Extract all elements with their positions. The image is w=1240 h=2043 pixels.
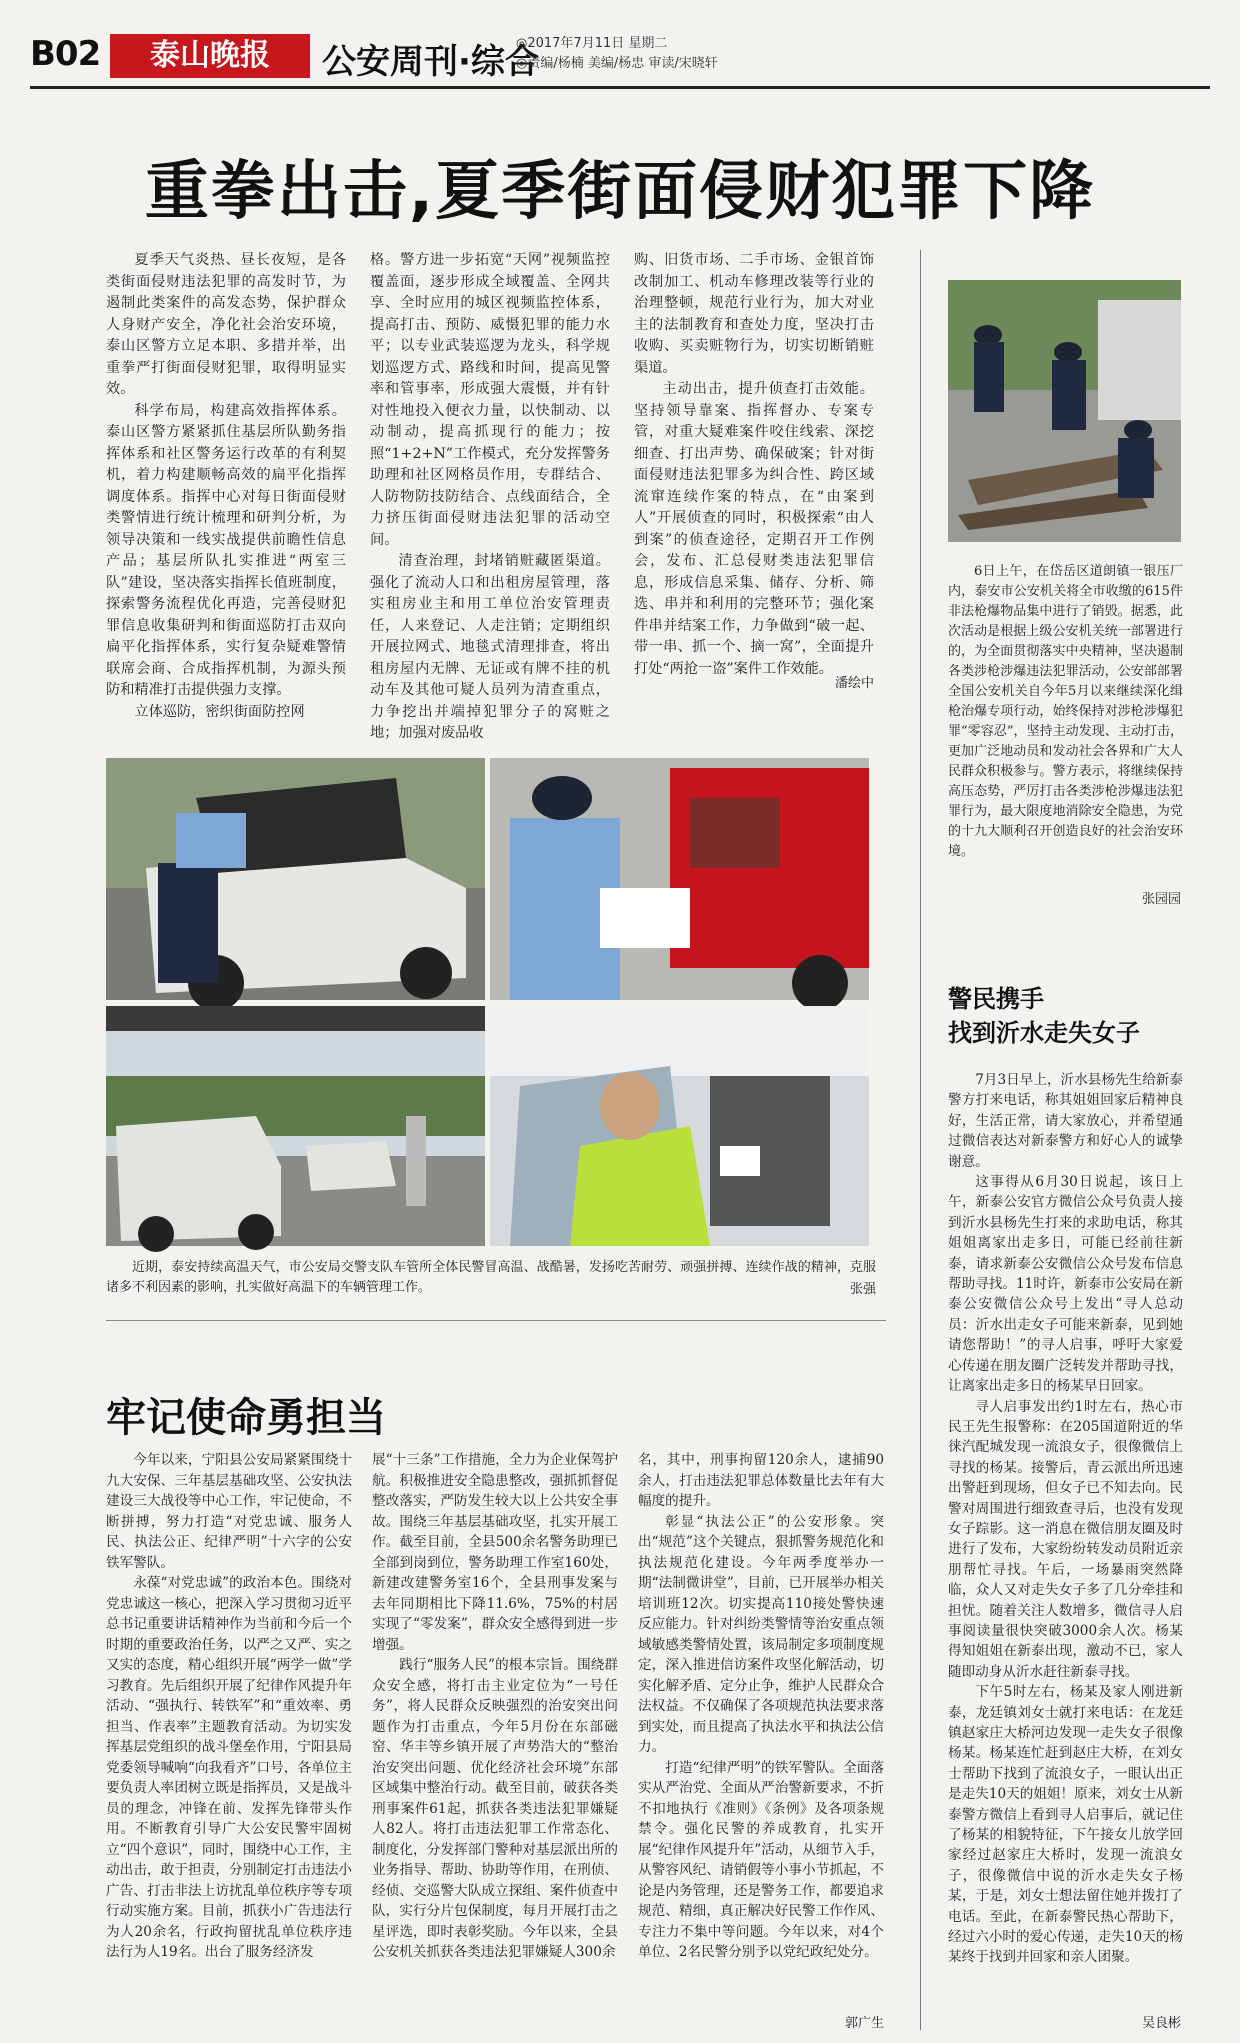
weapons-caption (948, 562, 1183, 902)
lead-paragraph: 格。警方进一步拓宽“天网”视频监控覆盖面，逐步形成全域覆盖、全网共享、全时应用的城区视频监控体系，提高打击、预防、威慑犯罪的能力水平；以专业武装巡逻为龙头，科学规划巡逻方式、路线和时间，提高见警率和管事率，形成强大震慑，并有针对性地投入便衣力量，以快制动、以动制动，提高抓现行的能力；按照“1+2+N”工作模式，充分发挥警务助理和社区网格员作用，专群结合、人防物防技防结合、点线面结合，全力挤压街面侵财违法犯罪的活动空间。 (370, 252, 610, 548)
lead-paragraph: 夏季天气炎热、昼长夜短，是各类街面侵财违法犯罪的高发时节，为遏制此类案件的高发态势，保护群众人身财产安全，净化社会治安环境，泰山区警方立足本职、多措并举，出重拳严打街面侵财犯罪，取得明显实效。 (106, 252, 346, 397)
lead-paragraph: 科学布局，构建高效指挥体系。泰山区警方紧紧抓住基层所队勤务指挥体系和社区警务运行改革的有利契机，着力构建顺畅高效的扁平化指挥调度体系。指挥中心对每日街面侵财类警情进行统计梳理和研判分析，为领导决策和一线实战提供前瞻性信息产品；基层所队扎实推进“两室三队”建设，坚决落实指挥长值班制度，探索警务流程优化再造，完善侵财犯罪信息收集研判和街面巡防打击双向扁平化指挥体系，实行复杂疑难警情联席会商、合成指挥机制，为源头预防和精准打击提供强力支撑。 (106, 402, 346, 698)
car-interior-photo (490, 1006, 869, 1246)
lead-paragraph: 购、旧货市场、二手市场、金银首饰改制加工、机动车修理改装等行业的治理整顿，规范行业行为，加大对业主的法制教育和查处力度，坚决打击收购、买卖赃物行为，切实切断销赃渠道。 (634, 252, 874, 376)
bottom-paragraph: 践行“服务人民”的根本宗旨。围绕群众安全感，将打击主业定位为“一号任务”，将人民群众反映强烈的治安突出问题作为打击重点，今年5月份在东部磁窑、华丰等乡镇开展了声势浩大的“整治治安突出问题、优化经济社会环境”东部区域集中整治行动。截至目前，破获各类刑事案件61起，抓获各类违法犯罪嫌疑人82人。将打击违法犯罪工作常态化、制度化，分发挥部门警种对基层派出所的业务指导、帮助、协助等作用，在刑侦、经侦、交巡警大队成立探组、案件侦查中队，实行分片包保制度，每月开展打击之星评选，即时表彰奖励。今年以来，全县公安机关抓获各类违法犯罪嫌疑人300余 (372, 1657, 618, 1960)
weapons-destruction-photo (948, 280, 1181, 542)
lead-col-3 (634, 250, 874, 677)
bottom-col-3 (638, 1450, 884, 2010)
column-divider (920, 250, 921, 2030)
newspaper-logo: 泰山晚报 (110, 34, 310, 78)
date-line: ◎2017年7月11日 星期二 (516, 36, 668, 51)
masthead-rule (30, 86, 1210, 89)
side-story-headline (948, 982, 1183, 1050)
section-name: 公安周刊·综合 (322, 42, 539, 82)
side-headline-line-1: 警民携手 (948, 985, 1044, 1013)
side-byline: 吴良彬 (1141, 2016, 1181, 2031)
red-truck-photo (490, 758, 869, 1000)
side-paragraph: 这事得从6月30日说起，该日上午，新泰公安官方微信公众号负责人接到沂水县杨先生打来的求助电话，称其姐姐离家出走多日，可能已经前往新泰，请求新泰公安微信公众号发布信息帮助寻找。11时许，新泰市公安局在新泰公安微信公众号上发出“寻人总动员：沂水出走女子可能来新泰，见到她请您帮助！”的寻人启事，呼吁大家爱心传递在朋友圈广泛转发并帮助寻找，让离家出走多日的杨某早日回家。 (948, 1174, 1183, 1395)
lead-col-2 (370, 250, 610, 741)
photo-grid-byline: 张强 (849, 1282, 876, 1297)
header-meta (516, 34, 718, 74)
side-paragraph: 寻人启事发出约1时左右，热心市民王先生报警称：在205国道附近的华徕汽配城发现一流浪女子，很像微信上寻找的杨某。接警后，青云派出所迅速出警赶到现场，但女子已不知去向。民警对周围进行细致查寻后，也没有发现女子踪影。这一消息在微信朋友圈及时进行了发布，大家纷纷转发动员附近亲朋帮忙寻找。午后，一场暴雨突然降临，众人又对走失女子多了几分牵挂和担忧。随着关注人数增多，微信寻人启事阅读量很快突破3000余人次。杨某得知姐姐在新泰出现，激动不已，家人随即动身从沂水赶往新泰寻找。 (948, 1398, 1183, 1680)
page-number: B02 (30, 34, 101, 74)
bottom-col-1 (106, 1450, 352, 2030)
bottom-paragraph: 彰显“执法公正”的公安形象。突出“规范”这个关键点，狠抓警务规范化和执法规范化建设。今年两季度举办一期“法制微讲堂”，目前，已开展举办相关培训班12次。切实提高110接处警快速反应能力。针对纠纷类警情等治安重点领域敏感类警情处置，该局制定多项制度规定，深入推进信访案件攻坚化解活动，切实化解矛盾、定分止争，维护人民群众合法权益。不仅确保了各项规范执法要求落到实处，而且提高了执法水平和执法公信力。 (638, 1513, 884, 1755)
lead-paragraph: 立体巡防，密织街面防控网 (134, 703, 305, 720)
section-divider (106, 1320, 886, 1321)
weapons-caption-text: 6日上午，在岱岳区道朗镇一银压厂内，泰安市公安机关将全市收缴的615件非法枪爆物品集中进行了销毁。据悉，此次活动是根据上级公安机关统一部署进行的，为全面贯彻落实中央精神，坚决遏制各类涉枪涉爆违法犯罪活动，公安部部署全国公安机关自今年5月以来继续深化缉枪治爆专项行动，始终保持对涉枪涉爆犯罪“零容忍”，坚持主动发现、主动打击，更加广泛地动员和发动社会各界和广大人民群众积极参与。警方表示，将继续保持高压态势，严厉打击各类涉枪涉爆违法犯罪行为，最大限度地消除安全隐患，为党的十九大顺利召开创造良好的社会治安环境。 (948, 564, 1183, 859)
bottom-paragraph: 永葆“对党忠诚”的政治本色。围绕对党忠诚这一核心，把深入学习贯彻习近平总书记重要讲话精神作为当前和今后一个时期的重要政治任务，以严之又严、实之又实的态度，精心组织开展“两学一做”学习教育。先后组织开展了纪律作风提升年活动、“强执行、转铁军”和“重效率、勇担当、作表率”主题教育活动。为切实发挥基层党组织的战斗堡垒作用，宁阳县局党委领导喊响“向我看齐”口号，各单位主要负责人率团树立既是指挥员，又是战斗员的理念，冲锋在前、发挥先锋带头作用。不断教育引导广大公安民警牢固树立“四个意识”，同时，围绕中心工作，主动出击，敢于担责，分别制定打击违法小广告、打击非法上访扰乱单位秩序等专项行动实施方案。目前，抓获小广告违法行为人20余名，行政拘留扰乱单位秩序违法行为人19名。出台了服务经济发 (106, 1575, 352, 1960)
bottom-paragraph: 今年以来，宁阳县公安局紧紧围绕十九大安保、三年基层基础攻坚、公安执法建设三大战役等中心工作，牢记使命，不断拼搏，努力打造“对党忠诚、服务人民、执法公正、纪律严明”十六字的公安铁军警队。 (106, 1452, 352, 1571)
lead-byline: 潘绘中 (834, 676, 874, 691)
car-inspection-photo (106, 758, 485, 1000)
lead-paragraph: 清查治理，封堵销赃藏匿渠道。强化了流动人口和出租房屋管理，落实租房业主和用工单位治安管理责任，人来登记、人走注销；定期组织开展拉网式、地毯式清理排查，将出租房屋内无牌、无证或有牌不挂的机动车及其他可疑人员列为清查重点，力争挖出并端掉犯罪分子的窝赃之地；加强对废品收 (370, 553, 610, 741)
photo-grid-caption-text: 近期，泰安持续高温天气，市公安局交警支队车管所全体民警冒高温、战酷暑，发扬吃苦耐劳、顽强拼搏、连续作战的精神，克服诸多不利因素的影响，扎实做好高温下的车辆管理工作。 (106, 1260, 876, 1295)
editors-line: ◎责编/杨楠 美编/杨忠 审读/宋晓轩 (516, 56, 718, 71)
bottom-col-2 (372, 1450, 618, 2030)
bottom-headline: 牢记使命勇担当 (106, 1395, 386, 1441)
side-paragraph: 7月3日早上，沂水县杨先生给新泰警方打来电话，称其姐姐回家后精神良好，生活正常，请大家放心，并希望通过微信表达对新泰警方和好心人的诚挚谢意。 (948, 1072, 1183, 1170)
lead-col-1 (106, 250, 346, 720)
bottom-paragraph: 名，其中，刑事拘留120余人，逮捕90余人，打击违法犯罪总体数量比去年有大幅度的提升。 (638, 1452, 884, 1509)
side-headline-line-2: 找到沂水走失女子 (948, 1019, 1140, 1047)
bottom-byline: 郭广生 (844, 2016, 884, 2031)
weapons-byline: 张园园 (1141, 892, 1181, 907)
bottom-paragraph: 打造“纪律严明”的铁军警队。全面落实从严治党、全面从严治警新要求，不折不扣地执行《准则》《条例》及各项条规禁令。强化民警的养成教育，扎实开展“纪律作风提升年”活动，从细节入手，从警容风纪、请销假等小事小节抓起，不论是内务管理，还是警务工作，都要追求规范、精细，真正解决好民警工作作风、专注力不集中等问题。今年以来，对4个单位、2名民警分别予以党纪政纪处分。 (638, 1759, 884, 1960)
bottom-paragraph: 展“十三条”工作措施，全力为企业保驾护航。积极推进安全隐患整改，强抓抓督促整改落实，严防发生较大以上公共安全事故。围绕三年基层基础攻坚，扎实开展工作。截至目前，全县500余名警务助理已全部到岗到位，警务助理工作室160处，新建改建警务室16个，全县刑事发案与去年同期相比下降11.6%，75%的村居实现了“零发案”，群众安全感得到进一步增强。 (372, 1452, 618, 1653)
lead-paragraph: 主动出击，提升侦查打击效能。坚持领导靠案、指挥督办、专案专管，对重大疑难案件咬住线索、深挖细查、打出声势、确保破案；针对街面侵财违法犯罪多为纠合性、跨区域流窜连续作案的特点，在“由案到人”开展侦查的同时，积极探索“由人到案”的侦查途径，定期召开工作例会，发布、汇总侵财类违法犯罪信息，形成信息采集、储存、分析、筛选、串并和利用的完整环节；强化案件串并结案工作，力争做到“破一起、带一串、抓一个、摘一窝”，全面提升打处“两抢一盗”案件工作效能。 (634, 381, 874, 677)
parking-lot-photo (106, 1006, 485, 1246)
lead-headline: 重拳出击,夏季街面侵财犯罪下降 (144, 155, 1096, 229)
side-paragraph: 下午5时左右，杨某及家人刚进新泰，龙廷镇刘女士就打来电话：在龙廷镇赵家庄大桥河边发现一走失女子很像杨某。杨某连忙赶到赵庄大桥，在刘女士帮助下找到了流浪女子，一眼认出正是走失10天的姐姐！原来，刘女士从新泰警方微信上看到寻人启事后，就记住了杨某的相貌特征，下午接女儿放学回家经过赵家庄大桥时，发现一流浪女子，很像微信中说的沂水走失女子杨某，于是，刘女士想法留住她并拨打了电话。至此，在新泰警民热心帮助下，经过六小时的爱心传递，走失10天的杨某终于找到并回家和亲人团聚。 (948, 1684, 1183, 1966)
side-story-body (948, 1070, 1183, 2020)
